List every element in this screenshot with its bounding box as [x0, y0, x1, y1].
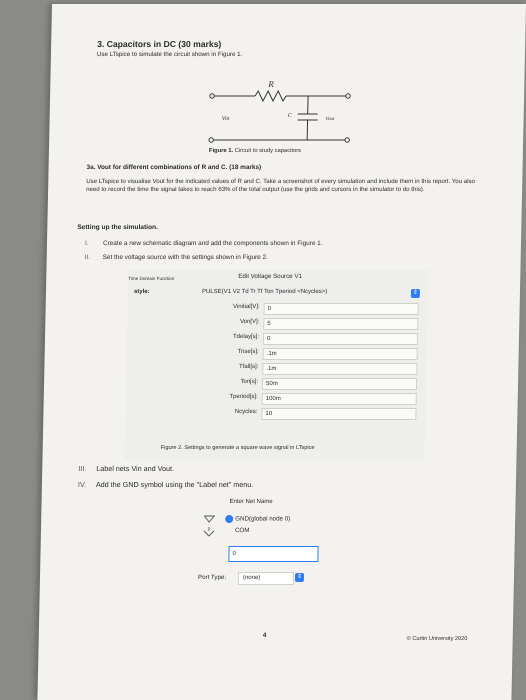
param-label: Ncycles: [234, 409, 258, 415]
param-row [187, 319, 387, 331]
param-label: Tfall[s]: [238, 364, 259, 370]
param-input-trise[interactable]: .1m [263, 348, 418, 360]
param-row [185, 409, 385, 421]
step-iii [78, 464, 174, 473]
param-label: Ton[s]: [240, 379, 259, 385]
param-row [187, 349, 387, 361]
step-num: III. [78, 464, 87, 473]
chevron-down-icon[interactable]: ⇕ [295, 573, 304, 582]
time-domain-function-label: Time Domain Function [128, 276, 175, 281]
step-text: Label nets Vin and Vout. [96, 464, 175, 473]
param-row [186, 394, 386, 406]
figure2-caption: Figure 2. Settings to generate a square wave signal in LTspice [160, 445, 315, 451]
step-num: II. [84, 254, 91, 261]
step-num: I. [84, 240, 89, 247]
param-input-ncycles[interactable]: 10 [261, 408, 416, 420]
part3a-heading: 3a. Vout for different combinations of R and C. (18 marks) [86, 164, 262, 171]
net-name-input[interactable] [228, 546, 318, 562]
net-name-value: 0 [232, 551, 236, 557]
param-label: Trise[s]: [237, 349, 259, 355]
step-text: Create a new schematic diagram and add the components shown in Figure 1. [102, 240, 323, 247]
net-name-dialog [198, 494, 370, 584]
param-input-tdelay[interactable]: 0 [263, 333, 418, 345]
figure1-caption [209, 148, 301, 154]
setup-heading: Setting up the simulation. [77, 224, 158, 231]
param-input-tperiod[interactable]: 100m [262, 393, 417, 405]
param-label: Tperiod[s]: [229, 394, 258, 400]
label-r: R [268, 79, 274, 89]
param-label: Von[V]: [239, 319, 260, 325]
step-num: IV. [77, 480, 87, 489]
chevron-down-icon[interactable]: ⇕ [411, 289, 420, 298]
page-number: 4 [262, 632, 267, 639]
document-page [37, 4, 526, 700]
figure1-caption-bold: Figure 1. [208, 148, 234, 154]
step-text: Add the GND symbol using the "Label net" menu. [95, 480, 254, 489]
option-gnd-label: GND(global node 0) [235, 515, 291, 523]
port-type-select[interactable]: (none) [238, 572, 294, 585]
step-iv [78, 480, 254, 489]
param-row [187, 334, 387, 346]
section-title: 3. Capacitors in DC (30 marks) [97, 39, 222, 49]
param-input-ton[interactable]: 50m [262, 378, 417, 390]
circuit-diagram [199, 74, 371, 149]
option-com[interactable]: COM [234, 527, 250, 534]
radio-selected-icon[interactable] [225, 515, 233, 523]
param-input-tfall[interactable]: .1m [262, 363, 417, 375]
label-c: C [287, 113, 292, 119]
style-select[interactable]: PULSE(V1 V2 Td Tr Tf Ton Tperiod <Ncycles>) [201, 289, 328, 295]
gnd-symbol-icon [203, 514, 216, 538]
param-row [186, 364, 386, 376]
dialog-title: Edit Voltage Source V1 [238, 273, 303, 280]
option-gnd[interactable] [225, 515, 290, 523]
figure1-caption-text: Circuit to study capacitors [233, 148, 302, 154]
port-type-label: Port Type: [197, 574, 227, 581]
param-row [186, 379, 386, 391]
section-instruction: Use LTspice to simulate the circuit shown in Figure 1. [96, 51, 243, 58]
label-vout: Vout [325, 117, 335, 122]
param-input-vinitial[interactable]: 0 [263, 303, 418, 315]
style-label: style: [133, 289, 150, 295]
part3a-paragraph: Use LTspice to visualise Vout for the indicated values of R and C. Take a screenshot of every simulation and include them in this report. You also need to record the time the signal takes to reach 63% of the total output (use the grids and cursors in the simulator to do this). [86, 178, 475, 194]
param-label: Tdelay[s]: [232, 334, 260, 340]
param-label: Vinitial[V]: [233, 304, 260, 310]
param-row [187, 304, 387, 316]
param-input-von[interactable]: 5 [263, 318, 418, 330]
step-i [85, 240, 323, 247]
voltage-source-dialog [124, 270, 428, 460]
label-vin: Vin [221, 116, 230, 122]
net-dialog-title: Enter Net Name [229, 499, 273, 505]
copyright: © Curtin University 2020 [406, 636, 468, 642]
step-text: Set the voltage source with the settings shown in Figure 2. [102, 254, 268, 261]
step-ii [85, 254, 268, 261]
